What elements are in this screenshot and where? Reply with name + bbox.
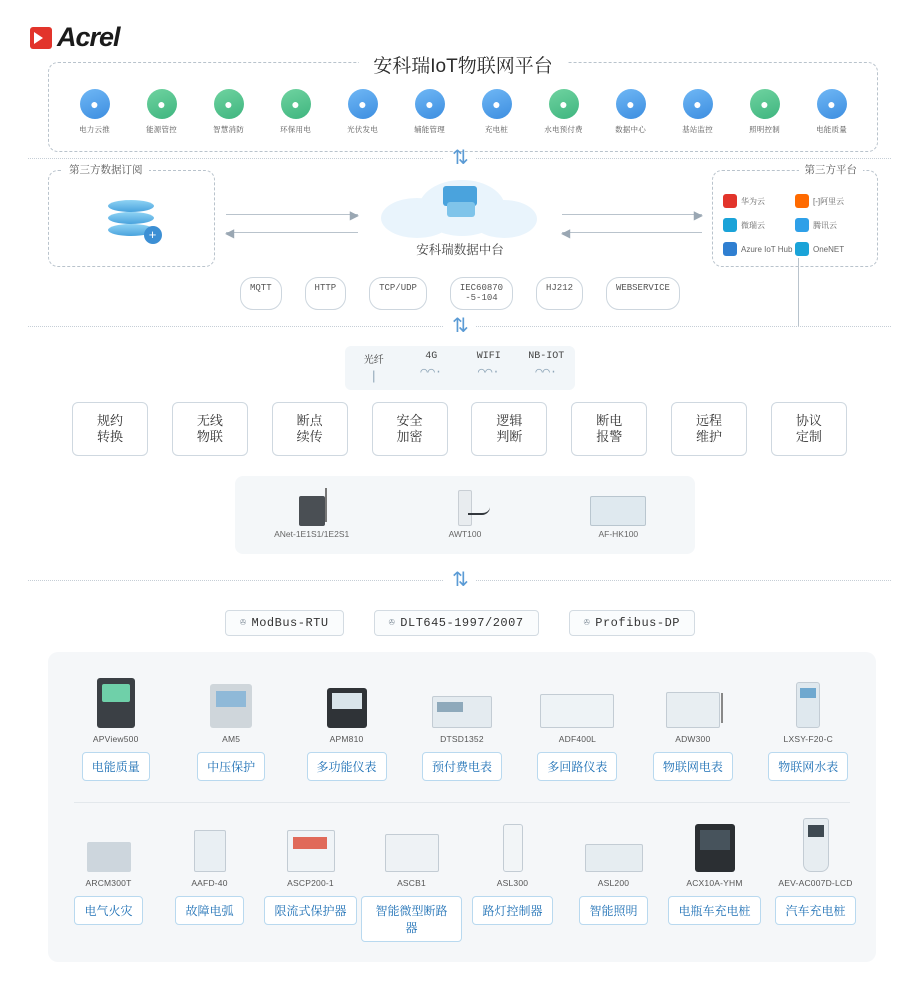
protocol-pill-6[interactable] bbox=[606, 277, 680, 310]
capability-label: 定制 bbox=[795, 429, 822, 444]
gateway-image bbox=[235, 482, 388, 526]
platform-app-2[interactable] bbox=[128, 89, 195, 135]
product-model: APM810 bbox=[329, 734, 364, 744]
capability-5[interactable] bbox=[471, 402, 547, 456]
product-tag[interactable]: 多回路仪表 bbox=[537, 752, 617, 781]
network-types-panel bbox=[345, 346, 575, 390]
capability-row bbox=[72, 402, 847, 456]
fire-icon: ● bbox=[214, 89, 244, 119]
platform-app-label: 电能质量 bbox=[816, 125, 847, 134]
product-tag[interactable]: 预付费电表 bbox=[422, 752, 502, 781]
product-tag[interactable]: 电瓶车充电桩 bbox=[668, 896, 760, 925]
gateway-device-art bbox=[590, 496, 646, 526]
product-1-1[interactable] bbox=[58, 666, 173, 781]
network-label: 4G bbox=[425, 351, 438, 362]
platform-title-wrap bbox=[49, 51, 877, 78]
capability-1[interactable] bbox=[72, 402, 148, 456]
capability-4[interactable] bbox=[372, 402, 448, 456]
platform-title: 安科瑞IoT物联网平台 bbox=[359, 56, 566, 77]
gateway-model: AWT100 bbox=[448, 529, 482, 539]
capability-label: 报警 bbox=[596, 429, 623, 444]
wifi-icon: ⌒⌒· bbox=[477, 365, 500, 379]
product-2-8[interactable] bbox=[765, 810, 866, 942]
platform-app-7[interactable] bbox=[463, 89, 530, 135]
platform-app-label: 辅能管理 bbox=[414, 125, 445, 134]
thirdparty-vertical-link bbox=[798, 258, 799, 326]
product-tag[interactable]: 故障电弧 bbox=[175, 896, 243, 925]
product-model: ASCB1 bbox=[397, 878, 426, 888]
link-icon: ✇ bbox=[388, 618, 396, 629]
product-tag[interactable]: 电气火灾 bbox=[74, 896, 142, 925]
product-row-divider bbox=[74, 802, 850, 803]
gateway-3[interactable] bbox=[542, 476, 695, 554]
gateway-image bbox=[388, 482, 541, 526]
product-image bbox=[462, 810, 563, 872]
third-party-subscription-panel bbox=[48, 164, 215, 267]
water-prepay-icon: ● bbox=[549, 89, 579, 119]
exchange-arrow-icon-3: ⇅ bbox=[452, 569, 469, 591]
platform-app-label: 基站监控 bbox=[682, 125, 713, 134]
data-center-icon: ● bbox=[616, 89, 646, 119]
product-image bbox=[635, 666, 750, 728]
network-label: 光纤 bbox=[363, 356, 384, 367]
product-1-6[interactable] bbox=[635, 666, 750, 781]
product-tag[interactable]: 中压保护 bbox=[197, 752, 265, 781]
product-tag[interactable]: 限流式保护器 bbox=[264, 896, 356, 925]
product-tag[interactable]: 多功能仪表 bbox=[307, 752, 387, 781]
platform-app-5[interactable] bbox=[329, 89, 396, 135]
capability-label: 加密 bbox=[396, 429, 423, 444]
capability-3[interactable] bbox=[272, 402, 348, 456]
fieldbus-1[interactable] bbox=[225, 610, 344, 636]
signal-icon: ⌒⌒· bbox=[420, 365, 443, 379]
third-party-vendor-3[interactable] bbox=[723, 213, 795, 237]
capability-2[interactable] bbox=[172, 402, 248, 456]
capability-label: 协议 bbox=[795, 412, 822, 428]
product-image bbox=[664, 810, 765, 872]
product-image bbox=[404, 666, 519, 728]
fieldbus-label: Profibus-DP bbox=[595, 616, 680, 630]
product-device-art bbox=[666, 692, 720, 728]
gateway-image bbox=[542, 482, 695, 526]
product-image bbox=[751, 666, 866, 728]
product-panel bbox=[48, 652, 876, 962]
vendor-name: OneNET bbox=[813, 244, 845, 254]
product-model: AEV-AC007D-LCD bbox=[778, 878, 853, 888]
protocol-label: HTTP bbox=[314, 283, 337, 293]
gateway-model: ANet-1E1S1/1E2S1 bbox=[274, 529, 350, 539]
third-party-vendor-2[interactable] bbox=[795, 189, 867, 213]
product-model: ADW300 bbox=[675, 734, 711, 744]
product-image bbox=[361, 810, 462, 872]
platform-app-10[interactable] bbox=[664, 89, 731, 135]
vendor-name: 微瑞云 bbox=[741, 220, 765, 230]
product-image bbox=[520, 666, 635, 728]
vendor-logo-icon bbox=[723, 194, 737, 208]
protocol-pill-3[interactable] bbox=[369, 277, 427, 310]
network-label: NB-IOT bbox=[528, 351, 565, 362]
product-row-2 bbox=[58, 810, 866, 942]
platform-app-4[interactable] bbox=[262, 89, 329, 135]
platform-app-label: 环保用电 bbox=[280, 125, 311, 134]
gateway-2[interactable] bbox=[388, 476, 541, 554]
database-plus-icon bbox=[104, 196, 160, 242]
fieldbus-3[interactable] bbox=[569, 610, 695, 636]
capability-6[interactable] bbox=[571, 402, 647, 456]
capability-8[interactable] bbox=[771, 402, 847, 456]
protocol-pill-1[interactable] bbox=[240, 277, 282, 310]
brand-logo bbox=[30, 22, 120, 53]
lighting-icon: ● bbox=[750, 89, 780, 119]
product-model: AM5 bbox=[222, 734, 241, 744]
divider-left-1 bbox=[28, 158, 443, 159]
product-2-5[interactable] bbox=[462, 810, 563, 942]
protocol-label: IEC60870 bbox=[459, 283, 504, 293]
vendor-name: 腾讯云 bbox=[813, 220, 837, 230]
vendor-logo-icon bbox=[723, 218, 737, 232]
arrow-thirdparty-to-cloud: ◀ bbox=[562, 224, 702, 242]
vendor-logo-icon bbox=[723, 242, 737, 256]
product-2-7[interactable] bbox=[664, 810, 765, 942]
product-image bbox=[58, 810, 159, 872]
product-device-art bbox=[385, 834, 439, 872]
product-tag[interactable]: 物联网电表 bbox=[653, 752, 733, 781]
product-1-7[interactable] bbox=[751, 666, 866, 781]
product-device-art bbox=[327, 688, 367, 728]
protocol-label: -5-104 bbox=[465, 293, 498, 304]
product-1-4[interactable] bbox=[404, 666, 519, 781]
gateway-device-art bbox=[458, 490, 472, 526]
capability-label: 断电 bbox=[596, 412, 623, 428]
product-device-art bbox=[194, 830, 226, 872]
product-device-art bbox=[540, 694, 614, 728]
product-model: DTSD1352 bbox=[440, 734, 484, 744]
third-party-vendor-1[interactable] bbox=[723, 189, 795, 213]
iot-platform-panel bbox=[48, 56, 878, 152]
product-tag[interactable]: 电能质量 bbox=[82, 752, 150, 781]
vendor-logo-icon bbox=[795, 194, 809, 208]
divider-left-2 bbox=[28, 326, 443, 327]
platform-app-label: 能源管控 bbox=[146, 125, 177, 134]
product-1-2[interactable] bbox=[173, 666, 288, 781]
exchange-arrow-icon-1: ⇅ bbox=[452, 147, 469, 169]
product-device-art bbox=[585, 844, 643, 872]
exchange-arrow-icon-2: ⇅ bbox=[452, 315, 469, 337]
capability-label: 物联 bbox=[196, 429, 223, 444]
energy-control-icon: ● bbox=[147, 89, 177, 119]
brand-name: Acrel bbox=[57, 22, 120, 52]
product-model: ACX10A-YHM bbox=[686, 878, 743, 888]
fieldbus-2[interactable] bbox=[374, 610, 539, 636]
product-model: ASCP200-1 bbox=[287, 878, 334, 888]
third-party-vendor-5[interactable] bbox=[723, 237, 795, 261]
platform-app-label: 电力云推 bbox=[79, 125, 110, 134]
gateway-model: AF-HK100 bbox=[598, 529, 639, 539]
network-4 bbox=[518, 346, 576, 390]
product-image bbox=[260, 810, 361, 872]
capability-label: 逻辑 bbox=[496, 412, 523, 428]
protocol-pill-2[interactable] bbox=[305, 277, 347, 310]
product-2-4[interactable] bbox=[361, 810, 462, 942]
product-device-art bbox=[97, 678, 135, 728]
platform-app-label: 数据中心 bbox=[615, 125, 646, 134]
divider-left-3 bbox=[28, 580, 443, 581]
divider-right-1 bbox=[476, 158, 891, 159]
vendor-name: 华为云 bbox=[741, 196, 765, 206]
power-quality-icon: ● bbox=[817, 89, 847, 119]
capability-label: 远程 bbox=[696, 412, 723, 428]
vendor-logo-icon bbox=[795, 242, 809, 256]
product-tag[interactable]: 汽车充电桩 bbox=[775, 896, 855, 925]
product-image bbox=[563, 810, 664, 872]
divider-right-3 bbox=[476, 580, 891, 581]
link-icon: ✇ bbox=[583, 618, 591, 629]
product-model: ASL200 bbox=[597, 878, 630, 888]
acrel-mark-icon bbox=[30, 27, 52, 49]
product-2-1[interactable] bbox=[58, 810, 159, 942]
product-tag[interactable]: 智能微型断路器 bbox=[361, 896, 462, 942]
platform-app-label: 智慧消防 bbox=[213, 125, 244, 134]
capability-label: 断点 bbox=[296, 412, 323, 428]
capability-label: 转换 bbox=[96, 429, 123, 444]
product-device-art bbox=[503, 824, 523, 872]
fieldbus-label: DLT645-1997/2007 bbox=[400, 616, 524, 630]
gateway-1[interactable] bbox=[235, 476, 388, 554]
protocol-pill-4[interactable] bbox=[450, 277, 513, 310]
product-1-3[interactable] bbox=[289, 666, 404, 781]
capability-label: 安全 bbox=[396, 412, 423, 428]
product-image bbox=[289, 666, 404, 728]
arrow-cloud-to-thirdparty: ▶ bbox=[562, 206, 702, 224]
protocol-label: WEBSERVICE bbox=[615, 283, 670, 293]
network-label: WIFI bbox=[476, 351, 501, 362]
product-model: LXSY-F20-C bbox=[783, 734, 833, 744]
divider-right-2 bbox=[476, 326, 891, 327]
third-party-platform-panel bbox=[712, 164, 878, 267]
fieldbus-row bbox=[225, 610, 695, 636]
data-center-label: 安科瑞数据中台 bbox=[416, 243, 504, 257]
product-model: ARCM300T bbox=[85, 878, 132, 888]
network-1 bbox=[345, 346, 403, 390]
arrow-sub-to-cloud: ▶ bbox=[226, 206, 358, 224]
third-party-vendor-6[interactable] bbox=[795, 237, 867, 261]
product-image bbox=[173, 666, 288, 728]
protocol-label: HJ212 bbox=[546, 283, 574, 293]
platform-app-label: 充电桩 bbox=[484, 125, 509, 134]
capability-7[interactable] bbox=[671, 402, 747, 456]
protocol-pill-5[interactable] bbox=[536, 277, 583, 310]
platform-app-row bbox=[61, 89, 865, 135]
plus-icon: + bbox=[144, 226, 162, 244]
platform-app-12[interactable] bbox=[798, 89, 865, 135]
protocol-label: TCP/UDP bbox=[379, 283, 417, 293]
platform-app-label: 水电预付费 bbox=[544, 125, 583, 134]
product-model: APView500 bbox=[92, 734, 139, 744]
subscription-label: 第三方数据订阅 bbox=[63, 162, 149, 177]
gateway-panel bbox=[235, 476, 695, 554]
platform-app-8[interactable] bbox=[530, 89, 597, 135]
platform-app-11[interactable] bbox=[731, 89, 798, 135]
base-station-icon: ● bbox=[683, 89, 713, 119]
platform-app-6[interactable] bbox=[396, 89, 463, 135]
environment-power-icon: ● bbox=[281, 89, 311, 119]
product-2-2[interactable] bbox=[159, 810, 260, 942]
product-2-6[interactable] bbox=[563, 810, 664, 942]
platform-app-label: 光伏发电 bbox=[347, 125, 378, 134]
platform-app-1[interactable] bbox=[61, 89, 128, 135]
capability-label: 判断 bbox=[496, 429, 523, 444]
protocol-label: MQTT bbox=[250, 283, 272, 293]
fiber-icon: | bbox=[369, 369, 378, 384]
product-image bbox=[58, 666, 173, 728]
charging-pile-icon: ● bbox=[482, 89, 512, 119]
capability-label: 续传 bbox=[296, 429, 323, 444]
product-tag[interactable]: 智能照明 bbox=[579, 896, 647, 925]
network-3 bbox=[460, 346, 518, 390]
power-cloud-icon: ● bbox=[80, 89, 110, 119]
link-icon: ✇ bbox=[240, 618, 247, 629]
product-tag[interactable]: 路灯控制器 bbox=[472, 896, 552, 925]
product-device-art bbox=[432, 696, 492, 728]
product-device-art bbox=[796, 682, 820, 728]
vendor-name: Azure IoT Hub bbox=[741, 244, 793, 254]
third-party-vendor-4[interactable] bbox=[795, 213, 867, 237]
capability-label: 无线 bbox=[196, 412, 223, 428]
arrow-cloud-to-sub: ◀ bbox=[226, 224, 358, 242]
capability-label: 规约 bbox=[96, 412, 123, 428]
product-device-art bbox=[287, 830, 335, 872]
protocol-row bbox=[240, 277, 680, 310]
gateway-device-art bbox=[299, 496, 325, 526]
product-row-1 bbox=[58, 666, 866, 781]
vendor-grid bbox=[723, 189, 867, 261]
product-model: AAFD-40 bbox=[191, 878, 228, 888]
product-tag[interactable]: 物联网水表 bbox=[768, 752, 848, 781]
product-device-art bbox=[803, 818, 829, 872]
product-image bbox=[765, 810, 866, 872]
network-2 bbox=[403, 346, 461, 390]
product-model: ADF400L bbox=[558, 734, 597, 744]
product-model: ASL300 bbox=[496, 878, 529, 888]
capability-label: 维护 bbox=[696, 429, 723, 444]
nbiot-icon: ⌒⌒· bbox=[535, 365, 558, 379]
fieldbus-label: ModBus-RTU bbox=[251, 616, 329, 630]
product-1-5[interactable] bbox=[520, 666, 635, 781]
vendor-name: [-]阿里云 bbox=[813, 196, 845, 206]
assist-energy-icon: ● bbox=[415, 89, 445, 119]
cloud-server-icon bbox=[375, 176, 545, 238]
product-device-art bbox=[87, 842, 131, 872]
product-2-3[interactable] bbox=[260, 810, 361, 942]
third-party-label: 第三方平台 bbox=[799, 162, 864, 177]
platform-app-label: 照明控制 bbox=[749, 125, 780, 134]
product-image bbox=[159, 810, 260, 872]
data-center-block bbox=[372, 176, 548, 272]
platform-app-3[interactable] bbox=[195, 89, 262, 135]
product-device-art bbox=[695, 824, 735, 872]
platform-app-9[interactable] bbox=[597, 89, 664, 135]
product-device-art bbox=[210, 684, 252, 728]
solar-icon: ● bbox=[348, 89, 378, 119]
vendor-logo-icon bbox=[795, 218, 809, 232]
